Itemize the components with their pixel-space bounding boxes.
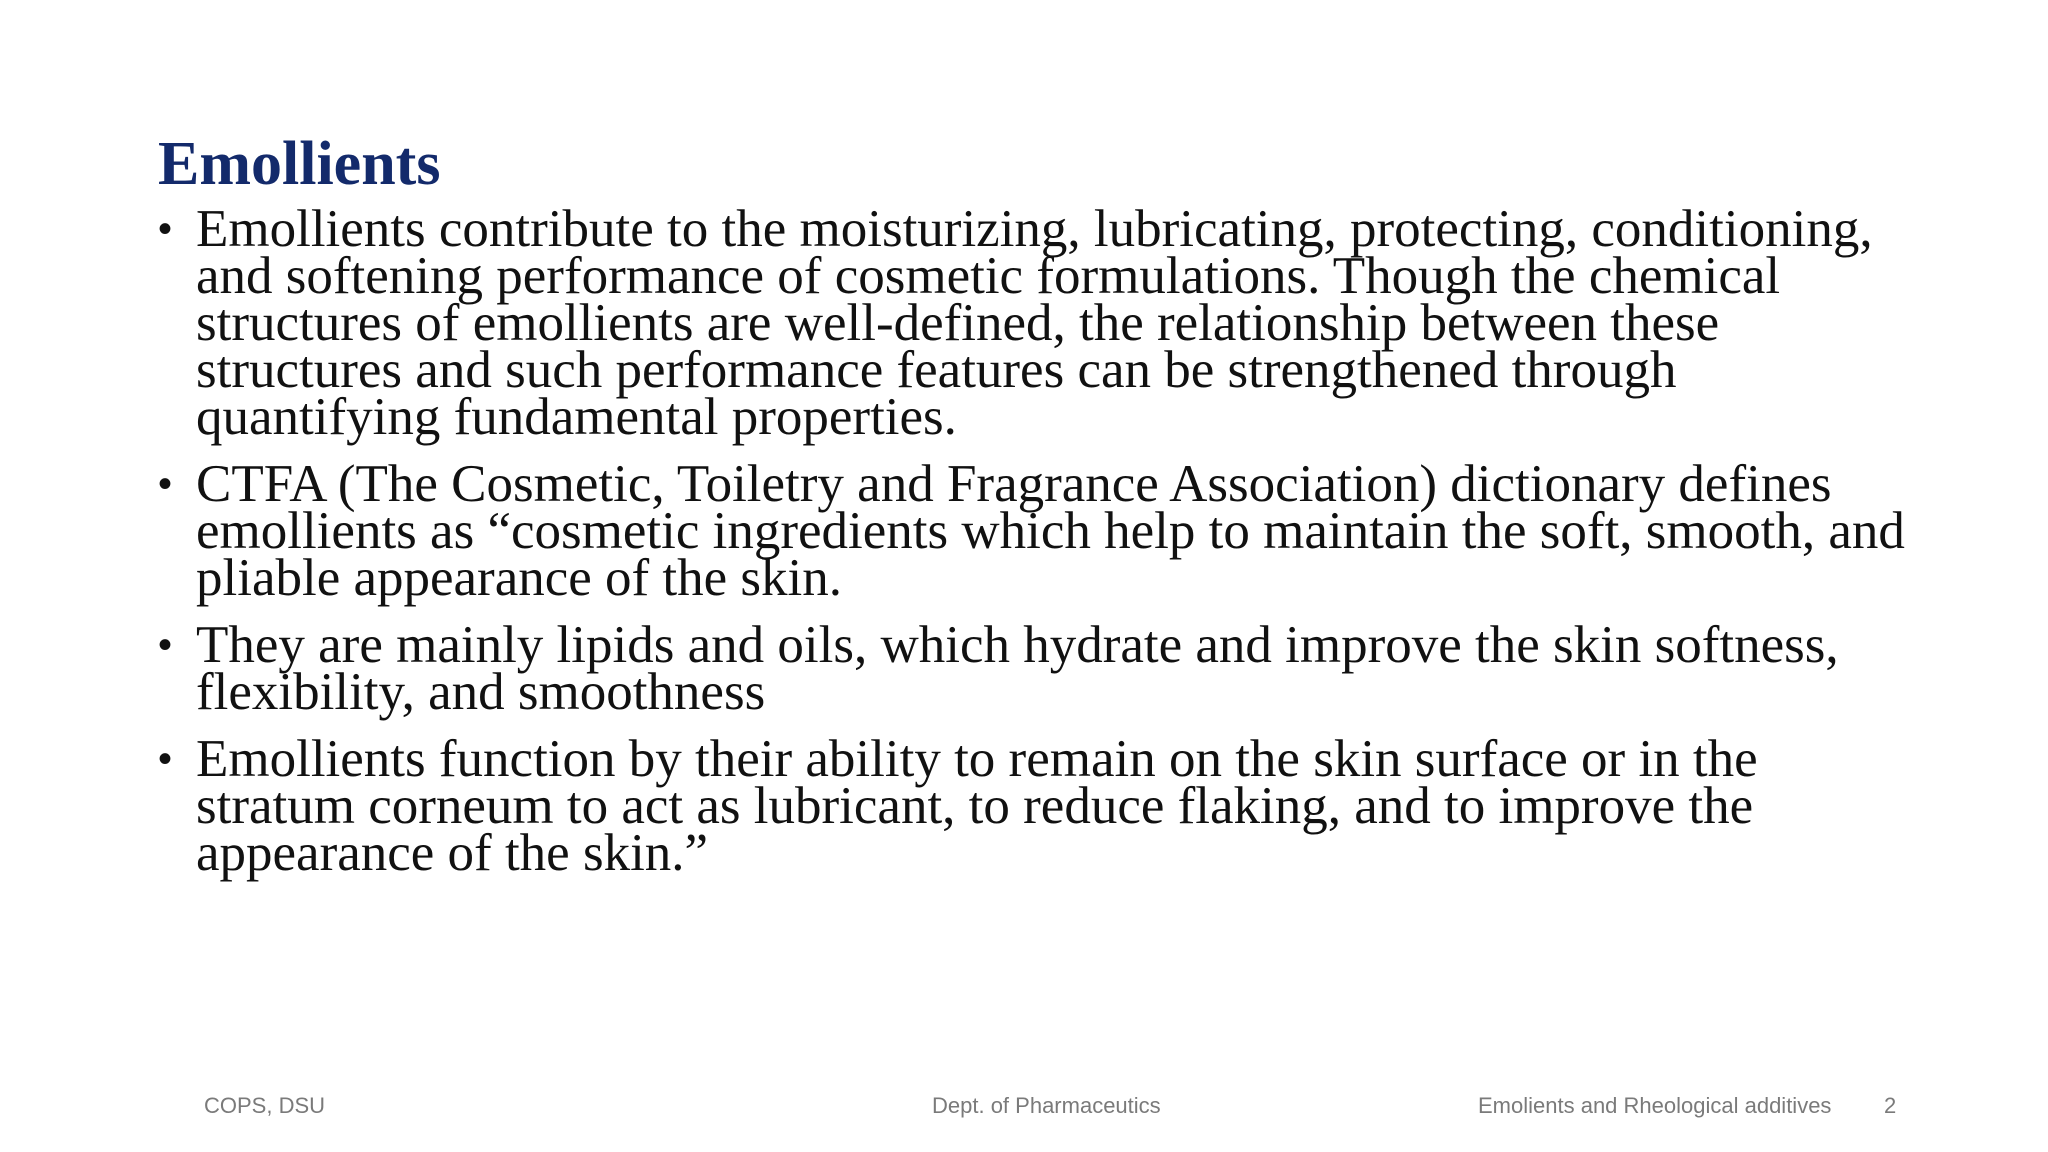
bullet-item	[158, 455, 1918, 607]
bullet-text: CTFA (The Cosmetic, Toiletry and Fragrance Association) dictionary defines emollients as “cosmetic ingredients which help to maintain the soft, smooth, and pliable appearance of the skin.	[196, 455, 1905, 607]
bullet-marker: •	[158, 462, 173, 506]
bullet-marker: •	[158, 737, 173, 781]
bullet-item	[158, 200, 1918, 446]
bullet-item	[158, 730, 1918, 882]
footer-institution: COPS, DSU	[204, 1093, 326, 1118]
bullet-marker: •	[158, 207, 173, 251]
footer-topic: Emolients and Rheological additives	[1478, 1093, 1832, 1118]
bullet-item	[158, 616, 1918, 721]
slide-title: Emollients	[158, 130, 441, 198]
bullet-text: Emollients function by their ability to remain on the skin surface or in the stratum corneum to act as lubricant, to reduce flaking, and to improve the appearance of the skin.”	[196, 730, 1758, 882]
footer-department: Dept. of Pharmaceutics	[932, 1093, 1161, 1118]
bullet-marker: •	[158, 623, 173, 667]
slide-page-number: 2	[1884, 1093, 1897, 1118]
bullet-list	[158, 200, 1918, 897]
bullet-text: They are mainly lipids and oils, which hydrate and improve the skin softness, flexibility, and smoothness	[196, 616, 1839, 721]
bullet-text: Emollients contribute to the moisturizing, lubricating, protecting, conditioning, and softening performance of cosmetic formulations. Though the chemical structures of emollients are well-defined, the relationship between these structures and such performance features can be strengthened through quantifying fundamental properties.	[196, 200, 1873, 446]
